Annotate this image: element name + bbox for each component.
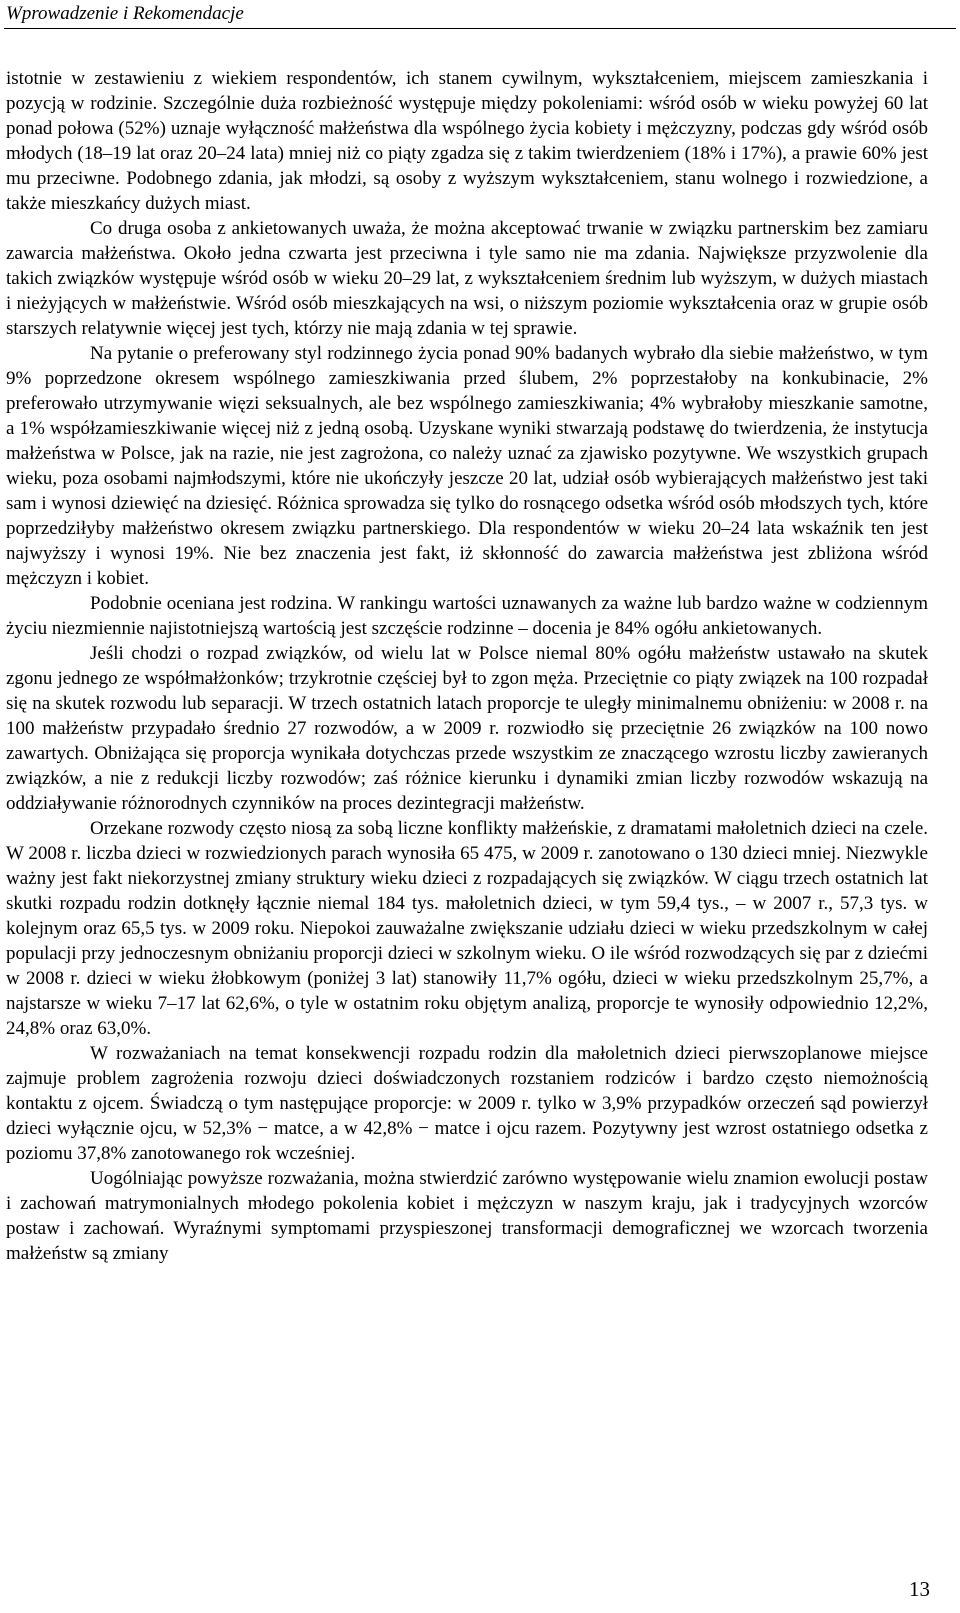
paragraph: istotnie w zestawieniu z wiekiem respondentów, ich stanem cywilnym, wykształceniem, miejscem zamieszkania i pozycją w rodzinie. Szczególnie duża rozbieżność występuje między pokoleniami: wśród osób w wieku powyżej 60 lat ponad połowa (52%) uznaje wyłączność małżeństwa dla wspólnego życia kobiety i mężczyzny, podczas gdy wśród osób młodych (18–19 lat oraz 20–24 lata) mniej niż co piąty zgadza się z takim twierdzeniem (18% i 17%), a prawie 60% jest mu przeciwne. Podobnego zdania, jak młodzi, są osoby z wyższym wykształceniem, stanu wolnego i rozwiedzione, a także mieszkańcy dużych miast. (6, 68, 928, 214)
paragraph: Jeśli chodzi o rozpad związków, od wielu lat w Polsce niemal 80% ogółu małżeństw ustawało na skutek zgonu jednego ze współmałżonków; trzykrotnie częściej był to zgon męża. Przeciętnie co piąty związek na 100 rozpadał się na skutek rozwodu lub separacji. W trzech ostatnich latach proporcje te uległy minimalnemu obniżeniu: w 2008 r. na 100 małżeństw przypadało średnio 27 rozwodów, a w 2009 r. rozwiodło się przeciętnie 26 związków na 100 nowo zawartych. Obniżająca się proporcja wynikała dotychczas przede wszystkim ze znaczącego wzrostu liczby zawieranych związków, a nie z redukcji liczby rozwodów; zaś różnice kierunku i dynamiki zmian liczby rozwodów wskazują na oddziaływanie różnorodnych czynników na proces dezintegracji małżeństw. (6, 643, 928, 814)
page-number: 13 (909, 1577, 930, 1601)
paragraph: Podobnie oceniana jest rodzina. W rankingu wartości uznawanych za ważne lub bardzo ważne w codziennym życiu niezmiennie najistotniejszą wartością jest szczęście rodzinne – docenia je 84% ogółu ankietowanych. (6, 593, 928, 639)
paragraph: Orzekane rozwody często niosą za sobą liczne konflikty małżeńskie, z dramatami małoletnich dzieci na czele. W 2008 r. liczba dzieci w rozwiedzionych parach wynosiła 65 475, w 2009 r. zanotowano o 130 dzieci mniej. Niezwykle ważny jest fakt niekorzystnej zmiany struktury wieku dzieci z rozpadających się związków. W ciągu trzech ostatnich lat skutki rozpadu rodzin dotknęły łącznie niemal 184 tys. małoletnich dzieci, w tym 59,4 tys., – w 2007 r., 57,3 tys. w kolejnym oraz 65,5 tys. w 2009 roku. Niepokoi zauważalne zwiększanie udziału dzieci w wieku przedszkolnym w całej populacji przy jednoczesnym obniżaniu proporcji dzieci w szkolnym wieku. O ile wśród rozwodzących się par z dziećmi w 2008 r. dzieci w wieku żłobkowym (poniżej 3 lat) stanowiły 11,7% ogółu, dzieci w wieku przedszkolnym 25,7%, a najstarsze w wieku 7–17 lat 62,6%, o tyle w ostatnim roku objętym analizą, proporcje te wynosiły odpowiednio 12,2%, 24,8% oraz 63,0%. (6, 818, 928, 1039)
document-body (6, 66, 928, 1266)
paragraph: W rozważaniach na temat konsekwencji rozpadu rodzin dla małoletnich dzieci pierwszoplanowe miejsce zajmuje problem zagrożenia rozwoju dzieci doświadczonych rozstaniem rodziców i bardzo często niemożnością kontaktu z ojcem. Świadczą o tym następujące proporcje: w 2009 r. tylko w 3,9% przypadków orzeczeń sąd powierzył dzieci wyłącznie ojcu, w 52,3% − matce, a w 42,8% − matce i ojcu razem. Pozytywny jest wzrost ostatniego odsetka z poziomu 37,8% zanotowanego rok wcześniej. (6, 1043, 928, 1164)
running-header: Wprowadzenie i Rekomendacje (6, 3, 244, 24)
paragraph: Co druga osoba z ankietowanych uważa, że można akceptować trwanie w związku partnerskim bez zamiaru zawarcia małżeństwa. Około jedna czwarta jest przeciwna i tyle samo nie ma zdania. Największe przyzwolenie dla takich związków występuje wśród osób w wieku 20–29 lat, z wykształceniem średnim lub wyższym, w dużych miastach i nieżyjących w małżeństwie. Wśród osób mieszkających na wsi, o niższym poziomie wykształcenia oraz w grupie osób starszych relatywnie więcej jest tych, którzy nie mają zdania w tej sprawie. (6, 218, 928, 339)
header-divider (4, 28, 956, 29)
paragraph: Uogólniając powyższe rozważania, można stwierdzić zarówno występowanie wielu znamion ewolucji postaw i zachowań matrymonialnych młodego pokolenia kobiet i mężczyzn w naszym kraju, jak i tradycyjnych wzorców postaw i zachowań. Wyraźnymi symptomami przyspieszonej transformacji demograficznej we wzorcach tworzenia małżeństw są zmiany (6, 1168, 928, 1264)
paragraph: Na pytanie o preferowany styl rodzinnego życia ponad 90% badanych wybrało dla siebie małżeństwo, w tym 9% poprzedzone okresem wspólnego zamieszkiwania przed ślubem, 2% poprzestałoby na konkubinacie, 2% preferowało utrzymywanie więzi seksualnych, ale bez wspólnego zamieszkiwania; 4% wybrałoby mieszkanie samotne, a 1% współzamieszkiwanie więcej niż z jedną osobą. Uzyskane wyniki stwarzają podstawę do twierdzenia, że instytucja małżeństwa w Polsce, jak na razie, nie jest zagrożona, co należy uznać za zjawisko pozytywne. We wszystkich grupach wieku, poza osobami najmłodszymi, które nie ukończyły jeszcze 20 lat, udział osób wybierających małżeństwo jest taki sam i wynosi dziewięć na dziesięć. Różnica sprowadza się tylko do rosnącego odsetka wśród osób młodszych tych, które poprzedziłyby małżeństwo okresem związku partnerskiego. Dla respondentów w wieku 20–24 lata wskaźnik ten jest najwyższy i wynosi 19%. Nie bez znaczenia jest fakt, iż skłonność do zawarcia małżeństwa jest zbliżona wśród mężczyzn i kobiet. (6, 343, 928, 589)
